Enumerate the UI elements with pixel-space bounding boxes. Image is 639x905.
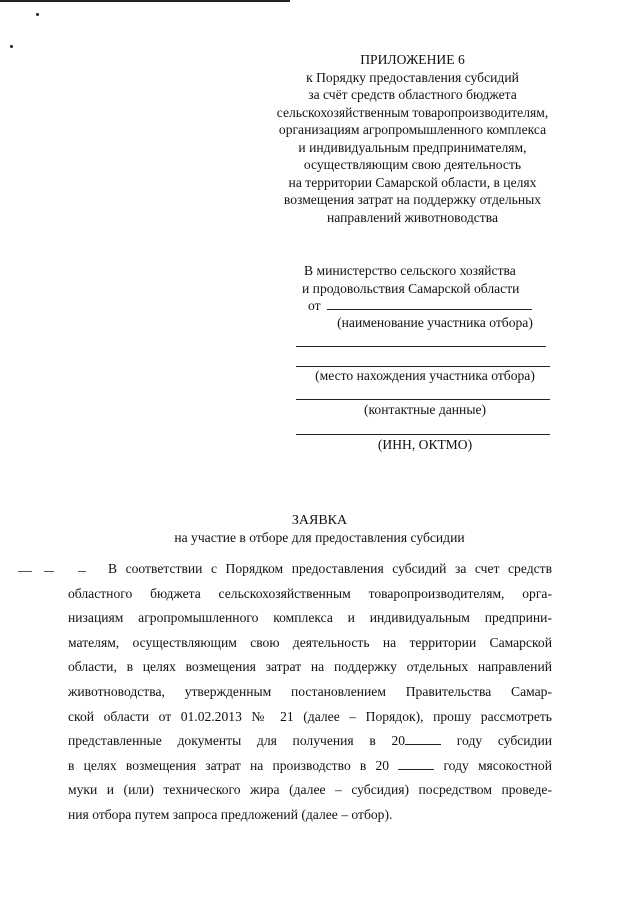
scan-artifact-dash	[44, 571, 54, 572]
caption-inn-oktmo: (ИНН, ОКТМО)	[377, 437, 473, 452]
body-line: мателям, осуществляющим свою деятельность на территории Самарской	[68, 634, 552, 650]
request-body	[68, 557, 552, 828]
request-subtitle: на участие в отборе для предоставления субсидии	[174, 530, 465, 545]
appendix-line: возмещения затрат на поддержку отдельных	[283, 192, 542, 207]
appendix-line: и индивидуальным предпринимателям,	[298, 139, 527, 155]
caption-participant-name: (наименование участника отбора)	[337, 315, 533, 330]
body-line-production-year	[68, 754, 552, 779]
scan-artifact-dot	[10, 45, 13, 48]
addressee-block	[290, 262, 560, 315]
addressee-line: и продовольствия Самарской области	[302, 280, 520, 296]
from-label: от	[308, 298, 321, 313]
contact-data-field[interactable]	[296, 399, 550, 400]
body-line-year-request-a: представленные документы для получения в 20	[68, 733, 406, 749]
body-line-production-year-a: в целях возмещения затрат на производство в 20	[68, 757, 390, 773]
appendix-line: на территории Самарской области, в целях	[288, 174, 537, 190]
scan-artifact-dot	[36, 13, 39, 16]
appendix-title: ПРИЛОЖЕНИЕ 6	[360, 52, 465, 67]
body-line-production-year-b: году мясокостной	[443, 757, 553, 773]
appendix-line: организациям агропромышленного комплекса	[278, 122, 547, 137]
inn-oktmo-field[interactable]	[296, 434, 550, 435]
body-line: животноводства, утвержденным постановлением Правительства Самар-	[68, 683, 552, 699]
addressee-line: В министерство сельского хозяйства	[304, 263, 516, 278]
scan-artifact-top-line	[0, 0, 290, 2]
participant-name-field[interactable]	[327, 297, 532, 310]
participant-location-field-line2[interactable]	[296, 366, 550, 367]
scan-artifact-dash	[18, 571, 32, 572]
appendix-line: к Порядку предоставления субсидий	[306, 69, 519, 85]
appendix-line: направлений животноводства	[326, 209, 499, 225]
body-line-year-request	[68, 729, 552, 754]
body-line: муки и (или) технического жира (далее – субсидия) посредством проведе-	[68, 782, 552, 798]
body-line: областного бюджета сельскохозяйственным товаропроизводителям, орга-	[68, 585, 552, 601]
participant-location-field-line1[interactable]	[296, 346, 546, 347]
request-title: ЗАЯВКА	[291, 513, 348, 528]
body-line-year-request-b: году субсидии	[456, 733, 553, 749]
appendix-header	[240, 51, 585, 226]
appendix-line: за счёт средств областного бюджета	[308, 87, 517, 102]
year-blank-field[interactable]	[405, 733, 441, 745]
body-line: области, в целях возмещения затрат на поддержку отдельных направлений	[68, 659, 552, 675]
body-line: низациям агропромышленного комплекса и индивидуальным предприни-	[68, 610, 552, 626]
appendix-line: осуществляющим свою деятельность	[303, 157, 522, 172]
body-line: ния отбора путем запроса предложений (далее – отбор).	[68, 806, 393, 822]
caption-contact-data: (контактные данные)	[363, 402, 487, 417]
body-line: В соответствии с Порядком предоставления субсидий за счет средств	[108, 561, 552, 576]
addressee-from-row	[290, 297, 560, 315]
caption-participant-location: (место нахождения участника отбора)	[315, 368, 535, 383]
body-line: ской области от 01.02.2013 № 21 (далее – Порядок), прошу рассмотреть	[68, 708, 552, 724]
production-year-blank-field[interactable]	[398, 758, 434, 770]
appendix-line: сельскохозяйственным товаропроизводителям,	[276, 104, 549, 120]
